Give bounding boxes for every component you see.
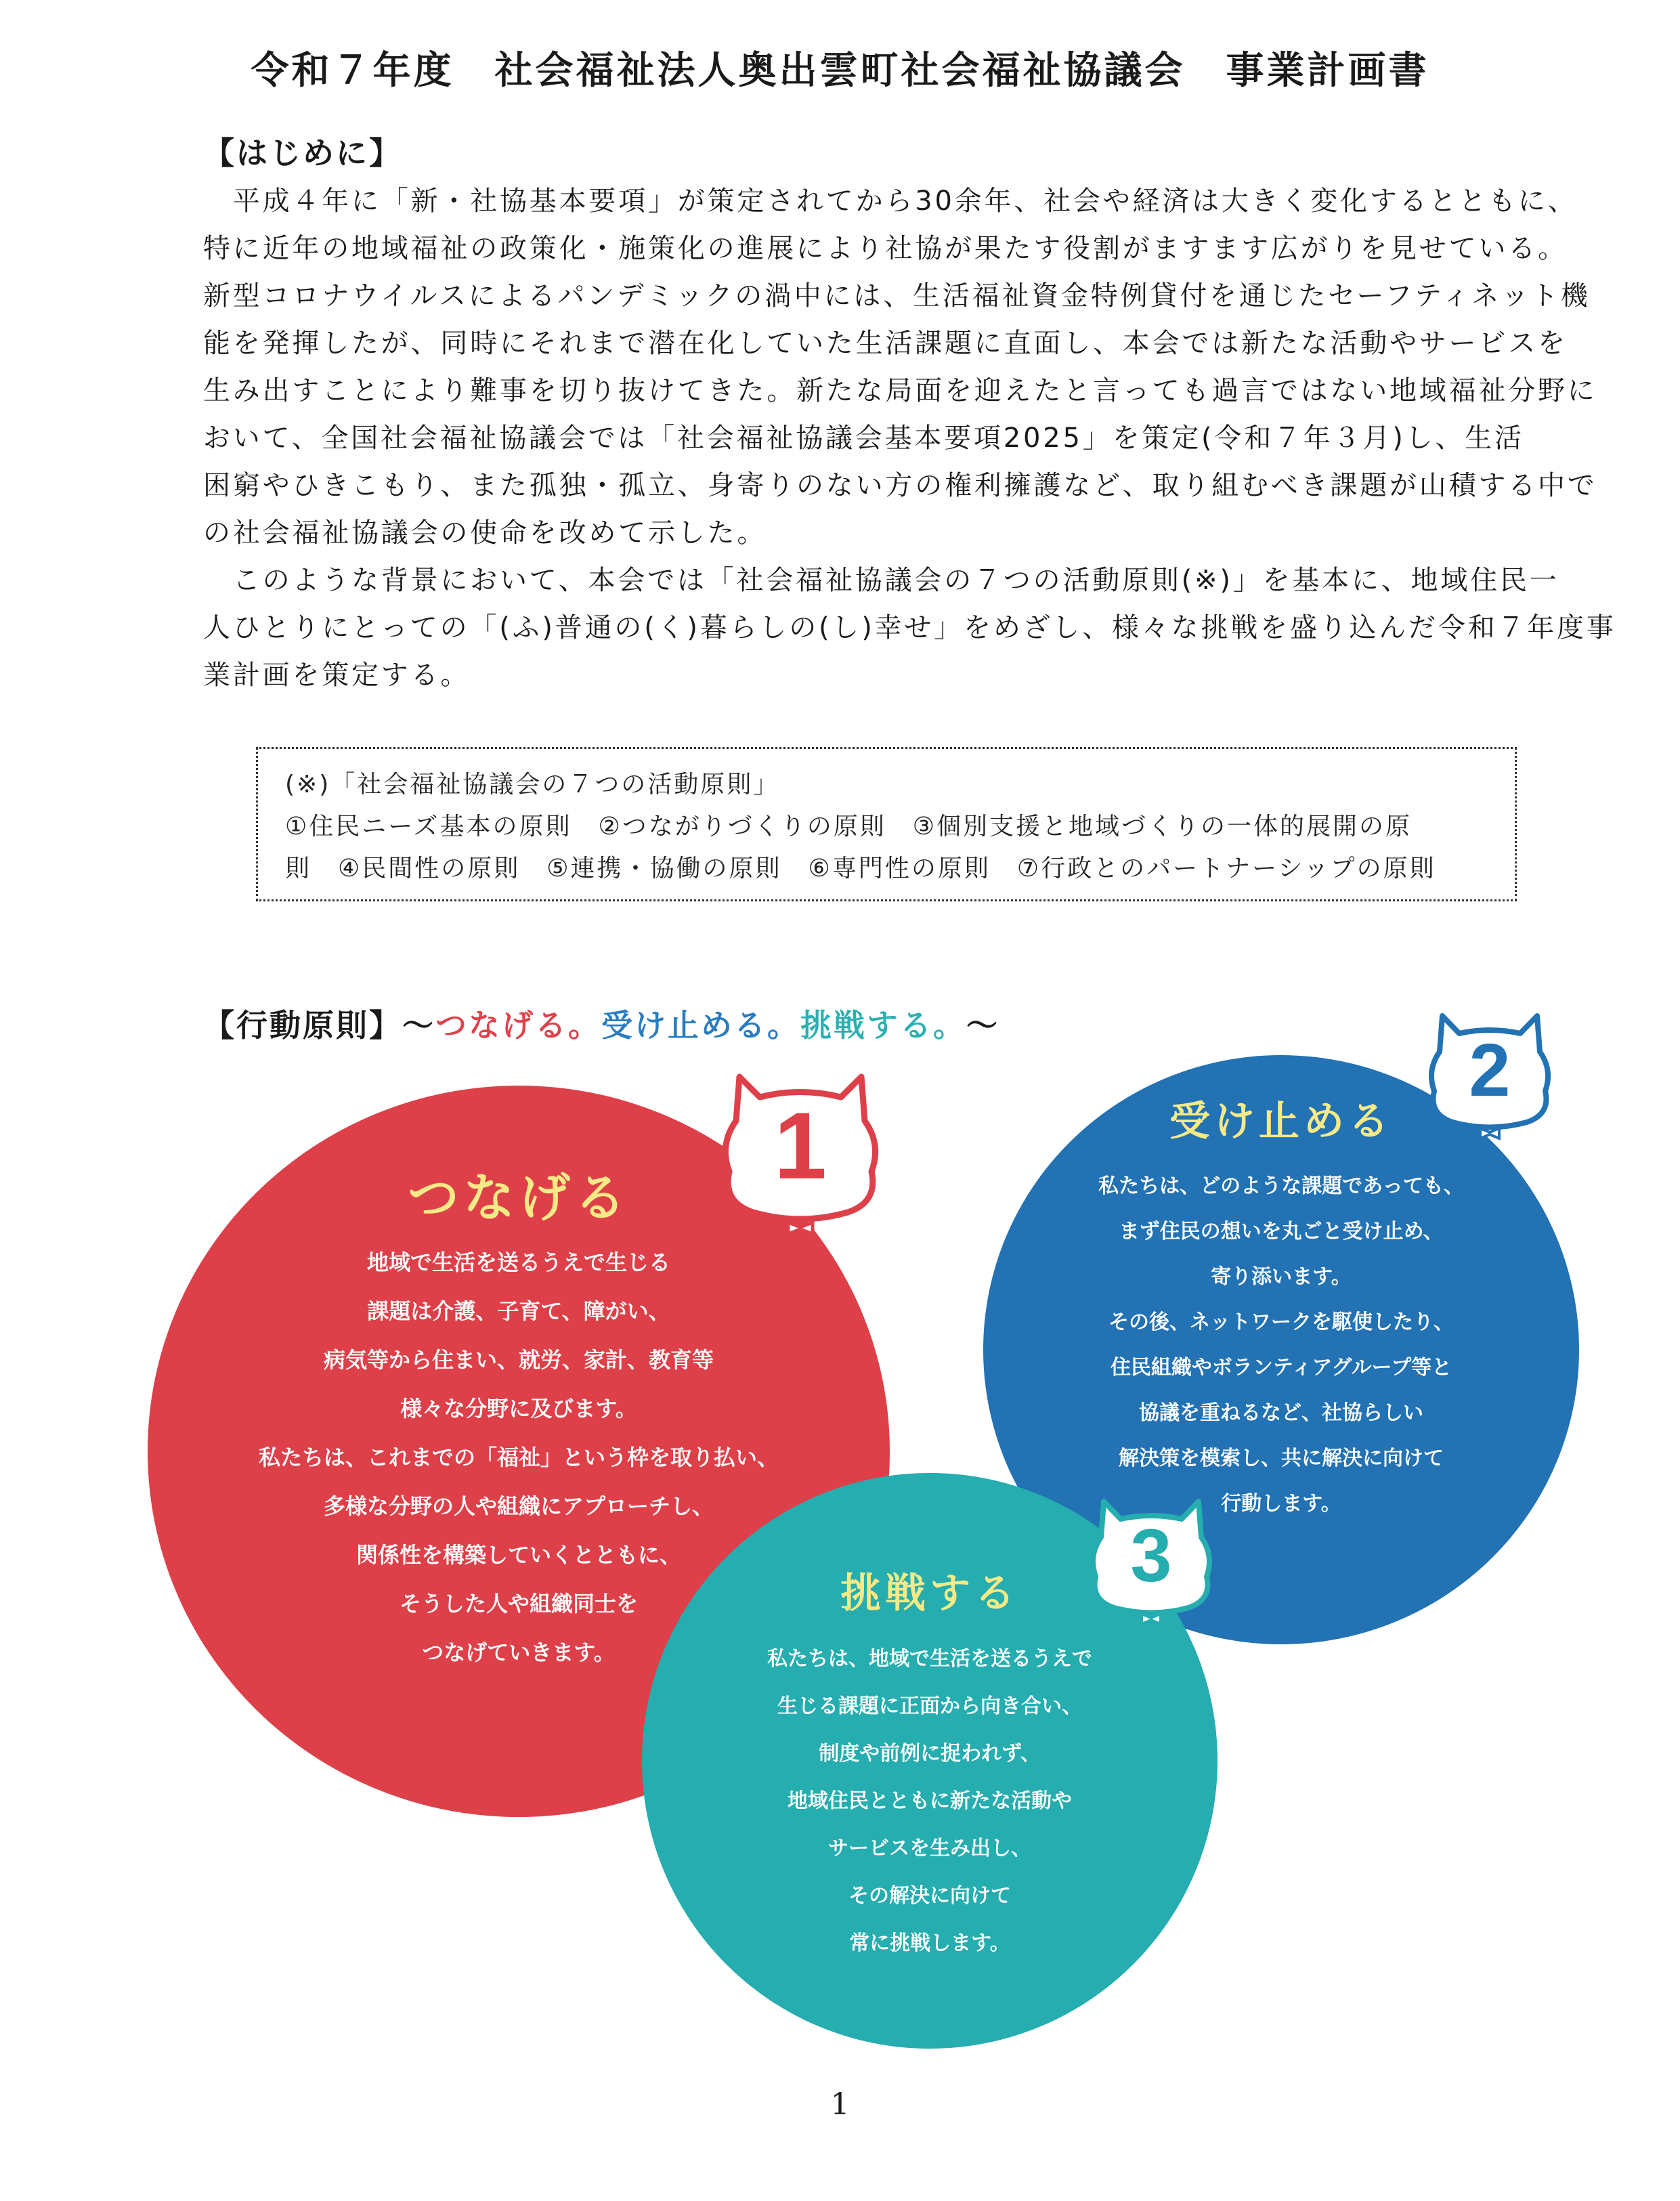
principle-line: 制度や前例に捉われず、 xyxy=(819,1742,1041,1766)
intro-line: 業計画を策定する。 xyxy=(203,660,471,691)
principle-line: 私たちは、これまでの「福祉」という枠を取り払い、 xyxy=(258,1445,779,1470)
intro-heading: 【はじめに】 xyxy=(203,135,402,171)
principle-line: 関係性を構築していくとともに、 xyxy=(356,1542,681,1568)
principle-line: そうした人や組織同士を xyxy=(399,1591,638,1617)
intro-line: 人ひとりにとっての「(ふ)普通の(く)暮らしの(し)幸せ」をめざし、様々な挑戦を盛り込んだ令和７年度事 xyxy=(203,612,1616,643)
heading-connect: つなげる。 xyxy=(435,1007,601,1044)
badge-number: 2 xyxy=(1469,1029,1511,1112)
principle-line: サービスを生み出し、 xyxy=(828,1837,1031,1860)
principle-body xyxy=(983,1163,1579,1526)
principle-line: 課題は介護、子育て、障がい、 xyxy=(367,1298,670,1324)
document-title: 令和７年度 社会福祉法人奥出雲町社会福祉協議会 事業計画書 xyxy=(251,49,1429,93)
intro-line: 能を発揮したが、同時にそれまで潜在化していた生活課題に直面し、本会では新たな活動やサービスを xyxy=(203,328,1568,359)
intro-line: 新型コロナウイルスによるパンデミックの渦中には、生活福祉資金特例貸付を通じたセーフティネット機 xyxy=(203,280,1591,312)
principle-line: 協議を重ねるなど、社協らしい xyxy=(1139,1401,1423,1425)
intro-line: 困窮やひきこもり、また孤独・孤立、身寄りのない方の権利擁護など、取り組むべき課題が山積する中で xyxy=(203,470,1597,501)
principle-line: 寄り添います。 xyxy=(1211,1265,1352,1289)
note-line: ①住民ニーズ基本の原則 ②つながりづくりの原則 ③個別支援と地域づくりの一体的展開の原 xyxy=(285,813,1413,840)
note-line: (※)「社会福祉協議会の７つの活動原則」 xyxy=(285,771,780,798)
principle-title: 受け止める xyxy=(1169,1098,1393,1145)
heading-receive: 受け止める。 xyxy=(601,1007,800,1044)
principle-line: その解決に向けて xyxy=(848,1884,1011,1908)
principle-line: 病気等から住まい、就労、家計、教育等 xyxy=(323,1347,714,1373)
number-badge-1 xyxy=(712,1056,888,1239)
principle-line: 地域で生活を送るうえで生じる xyxy=(366,1249,670,1275)
intro-line: 平成４年に「新・社協基本要項」が策定されてから30余年、社会や経済は大きく変化するとともに、 xyxy=(203,186,1578,217)
heading-prefix: 【行動原則】～ xyxy=(203,1007,435,1044)
principle-line: 常に挑戦します。 xyxy=(849,1931,1010,1955)
heading-suffix: ～ xyxy=(966,1007,999,1044)
principle-line: 住民組織やボランティアグループ等と xyxy=(1110,1356,1452,1380)
principle-line: 様々な分野に及びます。 xyxy=(400,1396,637,1422)
principle-line: 私たちは、地域で生活を送るうえで xyxy=(767,1647,1092,1671)
principle-title: 挑戦する xyxy=(840,1570,1019,1617)
principle-line: まず住民の想いを丸ごと受け止め、 xyxy=(1119,1220,1444,1243)
principle-line: 行動します。 xyxy=(1221,1492,1341,1516)
principle-title: つなげる xyxy=(408,1168,630,1228)
page-number: 1 xyxy=(830,2087,850,2122)
principle-line: その後、ネットワークを駆使したり、 xyxy=(1108,1310,1454,1334)
intro-line: 特に近年の地域福祉の政策化・施策化の進展により社協が果たす役割がますます広がりを見せている。 xyxy=(203,233,1568,264)
intro-line: おいて、全国社会福祉協議会では「社会福祉協議会基本要項2025」を策定(令和７年３月)し、生活 xyxy=(203,423,1524,454)
badge-number: 3 xyxy=(1130,1514,1172,1598)
principle-line: つなげていきます。 xyxy=(422,1640,616,1665)
principle-line: 地域住民とともに新たな活動や xyxy=(788,1789,1072,1813)
principle-line: 生じる課題に正面から向き合い、 xyxy=(777,1694,1082,1718)
note-line: 則 ④民間性の原則 ⑤連携・協働の原則 ⑥専門性の原則 ⑦行政とのパートナーシップの原則 xyxy=(285,855,1436,882)
principle-line: 私たちは、どのような課題であっても、 xyxy=(1098,1174,1464,1198)
intro-line: このような背景において、本会では「社会福祉協議会の７つの活動原則(※)」を基本に、地域住民一 xyxy=(203,565,1559,596)
heading-challenge: 挑戦する。 xyxy=(800,1007,966,1044)
principles-note-box xyxy=(256,747,1517,901)
principle-body xyxy=(642,1636,1218,1967)
badge-number: 1 xyxy=(774,1092,827,1199)
number-badge-2 xyxy=(1422,1001,1557,1143)
action-principles-heading xyxy=(203,1001,999,1046)
principle-line: 多様な分野の人や組織にアプローチし、 xyxy=(323,1493,714,1519)
intro-line: の社会福祉協議会の使命を改めて示した。 xyxy=(203,517,767,549)
intro-paragraphs xyxy=(203,177,1616,699)
number-badge-3 xyxy=(1083,1487,1219,1629)
intro-line: 生み出すことにより難事を切り抜けてきた。新たな局面を迎えたと言っても過言ではない地域福祉分野に xyxy=(203,375,1597,406)
principle-line: 解決策を模索し、共に解決に向けて xyxy=(1119,1447,1444,1470)
